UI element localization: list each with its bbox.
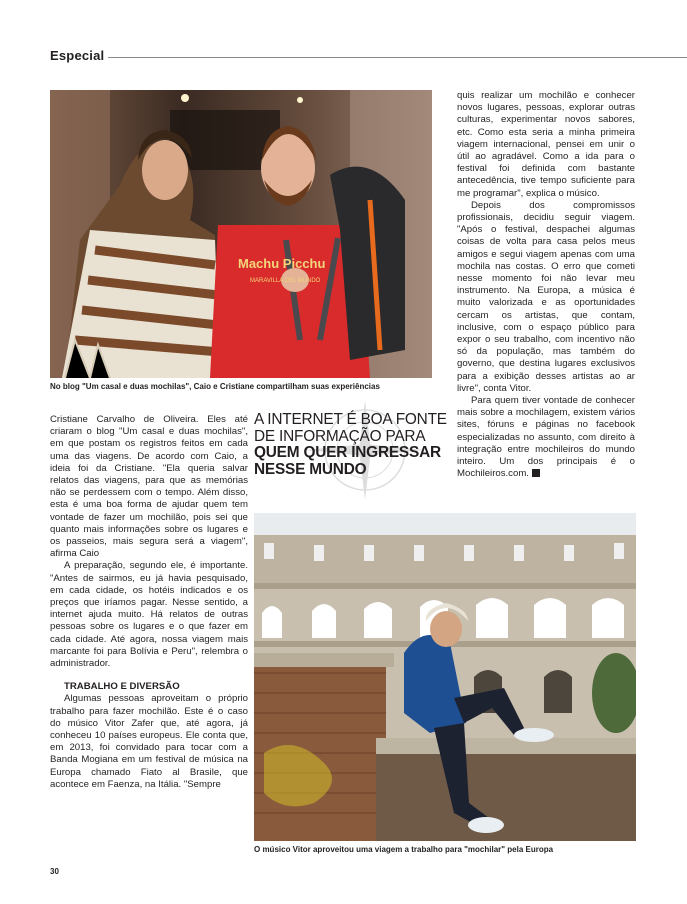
couple-photo (50, 90, 432, 378)
colosseum-photo (254, 513, 636, 841)
pull-quote-line: A INTERNET É BOA FONTE (254, 411, 447, 428)
section-rule (108, 57, 687, 58)
paragraph-text: Para quem tiver vontade de conhecer mais sobre a mochilagem, existem vários sites, fóruns e páginas no facebook especializadas no assunto, com direito à integração entre mochileiros do mundo inteiro. Um dos principais é o Mochileiros.com. (457, 395, 635, 480)
paragraph: Cristiane Carvalho de Oliveira. Eles até criaram o blog "Um casal e duas mochilas", em que postam os registros feitos em cada uma das viagens. De acordo com Caio, a ideia foi da Cristiane. "Ela queria salvar relatos das viagens, para que as memórias não se perdessem com o tempo. Além disso, esta é uma boa forma de ajudar quem tem vontade de fazer um mochilão, pois sei que quanto mais informações sobre os lugares e os passeios, mais segura será a viagem", afirma Caio (50, 414, 248, 560)
paragraph: A preparação, segundo ele, é importante. "Antes de sairmos, eu já havia pesquisado, em cada cidade, os hotéis indicados e os preços que iríamos pagar. Nesse sentido, a internet ajuda muito. Há relatos de outras pessoas sobre os lugares e o que fazer em cada cidade. Até agora, nossa viagem mais marcante foi para Bolívia e Peru", relembra o administrador. (50, 560, 248, 670)
column-left (50, 414, 248, 791)
caption-couple: No blog "Um casal e duas mochilas", Caio e Cristiane compartilham suas experiências (50, 382, 380, 391)
paragraph: quis realizar um mochilão e conhecer novos lugares, pessoas, explorar outras culturas, experimentar novos sabores, etc. Como esta seria a minha primeira viagem internacional, pensei em unir o útil ao agradável. Como a ida para o festival foi definida com bastante antecedência, tive tempo suficiente para me programar", explica o músico. (457, 90, 635, 199)
shirt-print-sub: MARAVILLA DEL MUNDO (250, 278, 321, 284)
paragraph: Algumas pessoas aproveitam o próprio trabalho para fazer mochilão. Este é o caso do músico Vitor Zafer que, até agora, já conheceu 10 países europeus. Ele conta que, em 2013, foi convidado para tocar com a Banda Mogiana em um festival de música na Europa chamado Fiato al Brasile, que acontece em Faenza, na Itália. "Sempre (50, 693, 248, 790)
paragraph: Depois dos compromissos profissionais, decidiu seguir viagem. "Após o festival, despachei algumas coisas de volta para casa pelos meus amigos e segui viagem apenas com uma mochila nas costas. O erro que cometi nesse momento foi não levar meu instrumento. Na Europa, a música é muito valorizada e as oportunidades cercam os artistas, que contam, inclusive, com o espaço público para expor o seu trabalho, com incentivo não só da população, mas também do governo, que destina lugares exclusivos para a exibição desses artistas ao ar livre", conta Vitor. (457, 199, 635, 394)
paragraph (457, 395, 635, 480)
subheading: TRABALHO E DIVERSÃO (64, 681, 180, 693)
shirt-print: Machu Picchu (238, 256, 326, 271)
pull-quote (254, 412, 450, 478)
pull-quote-line: DE INFORMAÇÃO PARA (254, 427, 426, 445)
end-mark-icon (532, 469, 540, 477)
pull-quote-line: QUEM QUER INGRESSAR (254, 444, 441, 461)
page-number: 30 (50, 867, 59, 876)
column-right (457, 90, 635, 481)
section-label: Especial (50, 48, 105, 63)
caption-colosseum: O músico Vitor aproveitou uma viagem a trabalho para "mochilar" pela Europa (254, 845, 554, 854)
pull-quote-line: NESSE MUNDO (254, 460, 367, 478)
